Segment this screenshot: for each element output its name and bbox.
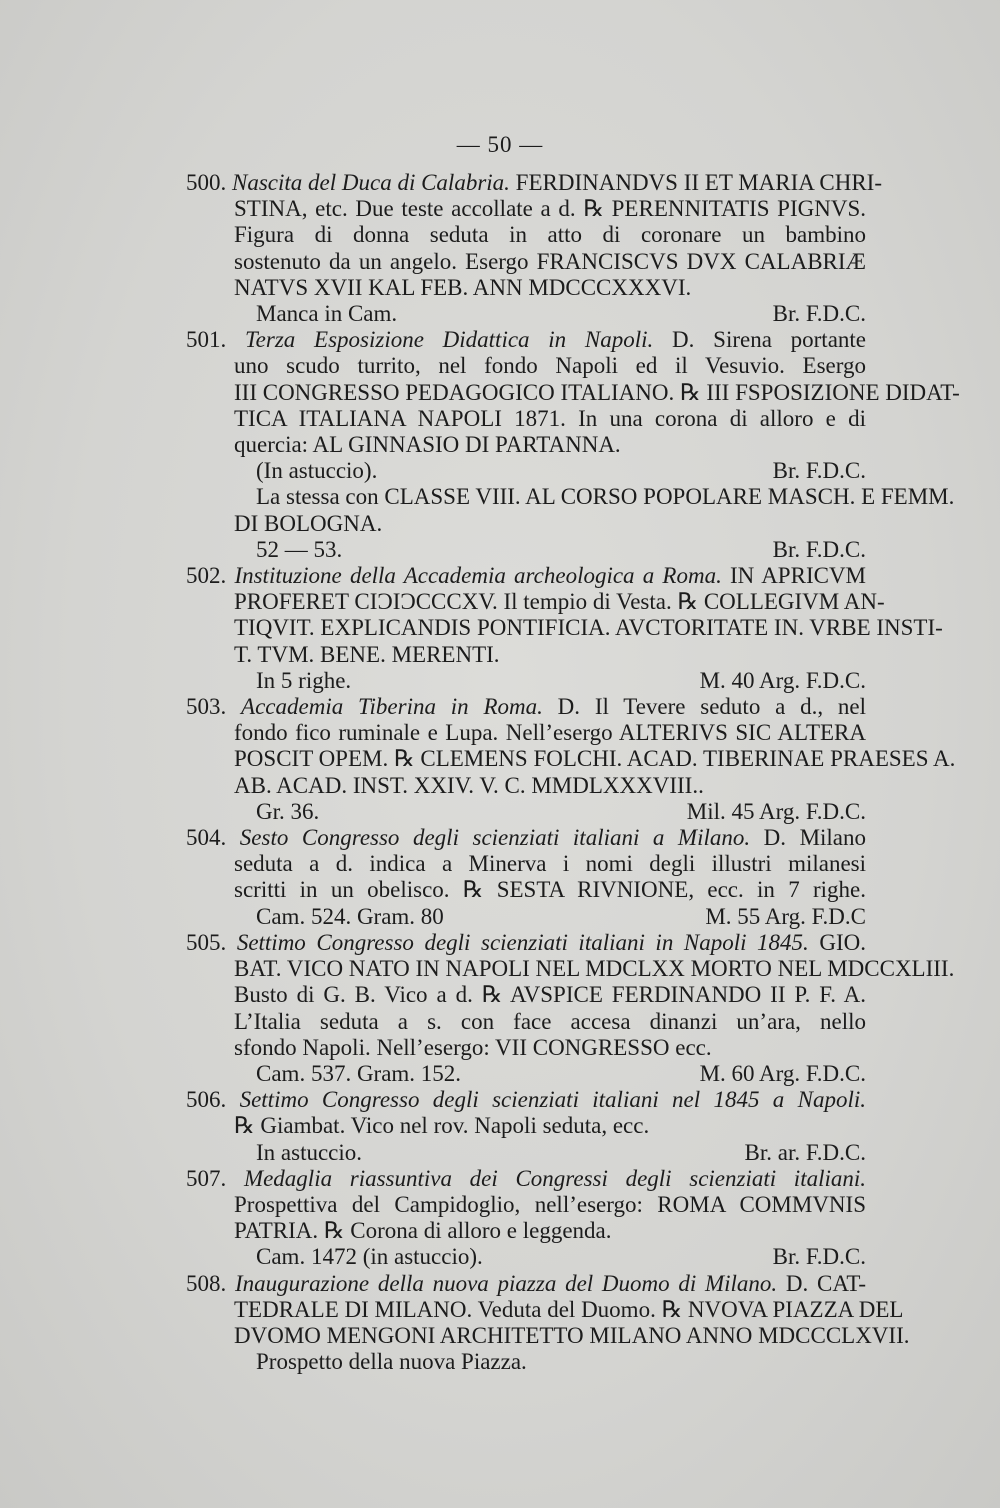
entry-line xyxy=(186,1166,866,1192)
entry-number: 506. xyxy=(186,1087,227,1113)
entry-line xyxy=(186,1322,910,1349)
entry-reference: Manca in Cam. xyxy=(256,301,398,327)
entry-text: D. Sirena portante xyxy=(672,327,867,353)
entry-number: 500. xyxy=(186,170,227,195)
entry-text: seduta a d. indica a Minerva i nomi degli illustri milanesi xyxy=(234,851,866,877)
entry-line xyxy=(186,432,866,458)
page-number: — 50 — xyxy=(456,132,544,157)
entry-line xyxy=(186,825,866,851)
entry-text: IN APRICVM xyxy=(730,563,866,589)
entry-text: D. Il Tevere seduto a d., nel xyxy=(557,694,867,720)
entry-line xyxy=(186,1140,866,1166)
entry-line xyxy=(186,956,955,982)
entry-line xyxy=(186,720,866,746)
entry-text: sostenuto da un angelo. Esergo FRANCISCVS DVX CALABRIÆ xyxy=(234,248,866,274)
entry-line xyxy=(186,904,866,930)
entry-title: Accademia Tiberina in Roma. xyxy=(241,694,543,720)
entry-text: scritti in un obelisco. ℞ SESTA RIVNIONE, ecc. in 7 righe. xyxy=(234,877,866,903)
entry-text: D. Milano xyxy=(763,825,867,851)
entry-title: Nascita del Duca di Calabria. xyxy=(232,170,510,195)
entry-heading xyxy=(186,1087,866,1113)
entry-number: 503. xyxy=(186,694,227,720)
entry-line xyxy=(186,1244,866,1270)
entry-text: T. TVM. BENE. MERENTI. xyxy=(234,641,500,667)
entry-reference: Cam. 524. Gram. 80 xyxy=(256,903,444,929)
entry-line xyxy=(186,275,866,301)
entry-line xyxy=(186,589,885,615)
catalog-entries xyxy=(186,170,960,1375)
entry-reference: Cam. 537. Gram. 152. xyxy=(256,1060,462,1086)
entry-text: AB. ACAD. INST. XXIV. V. C. MMDLXXXVIII.. xyxy=(234,772,704,798)
entry-line xyxy=(186,746,956,772)
entry-text: TICA ITALIANA NAPOLI 1871. In una corona di alloro e di xyxy=(234,405,866,431)
entry-line xyxy=(186,537,866,563)
entry-line xyxy=(186,1009,866,1035)
entry-reference: (In astuccio). xyxy=(256,458,378,484)
entry-heading xyxy=(186,563,866,589)
entry-line xyxy=(186,379,960,406)
entry-line xyxy=(186,353,866,379)
entry-text: FERDINANDVS II ET MARIA CHRI- xyxy=(515,170,882,195)
entry-line xyxy=(186,799,866,825)
entry-line xyxy=(186,563,866,589)
entry-text: BAT. VICO NATO IN NAPOLI NEL MDCLXX MORTO NEL MDCCXLIII. xyxy=(234,956,955,982)
entry-title: Settimo Congresso degli scienziati italiani in Napoli 1845. xyxy=(236,929,809,955)
entry-line xyxy=(186,1349,866,1375)
entry-text: NATVS XVII KAL FEB. ANN MDCCCXXXVI. xyxy=(234,274,692,300)
entry-grade: Br. F.D.C. xyxy=(772,458,866,484)
entry-line xyxy=(186,484,955,510)
entry-title: Inaugurazione della nuova piazza del Duomo di Milano. xyxy=(234,1270,778,1296)
entry-text: Prospettiva del Campidoglio, nell’esergo: ROMA COMMVNIS xyxy=(234,1191,866,1217)
entry-number: 502. xyxy=(186,563,227,589)
entry-heading xyxy=(186,170,882,196)
entry-line xyxy=(186,1192,866,1218)
entry-502 xyxy=(186,563,943,694)
entry-title: Terza Esposizione Didattica in Napoli. xyxy=(245,327,654,353)
entry-line xyxy=(186,327,866,353)
entry-text: DVOMO MENGONI ARCHITETTO MILANO ANNO MDCCCLXVII. xyxy=(234,1322,910,1348)
entry-text: quercia: AL GINNASIO DI PARTANNA. xyxy=(234,432,621,458)
entry-line xyxy=(186,196,866,222)
entry-text: Prospetto della nuova Piazza. xyxy=(256,1349,527,1375)
entry-grade: M. 40 Arg. F.D.C. xyxy=(699,667,866,693)
entry-reference: In 5 righe. xyxy=(256,667,352,693)
entry-line xyxy=(186,249,866,275)
entry-text: POSCIT OPEM. ℞ CLEMENS FOLCHI. ACAD. TIBERINAE PRAESES A. xyxy=(234,746,956,772)
entry-line xyxy=(186,877,866,903)
entry-text: PROFERET CIƆIƆCCCXV. Il tempio di Vesta. ℞ COLLEGIVM AN- xyxy=(234,589,885,615)
entry-number: 501. xyxy=(186,327,227,353)
entry-line xyxy=(186,1271,866,1297)
entry-508 xyxy=(186,1270,910,1376)
entry-503 xyxy=(186,694,956,825)
entry-text: PATRIA. ℞ Corona di alloro e leggenda. xyxy=(234,1218,612,1244)
entry-grade: M. 60 Arg. F.D.C. xyxy=(699,1060,866,1086)
entry-line xyxy=(186,615,943,641)
entry-heading xyxy=(186,1271,866,1297)
entry-line xyxy=(186,1218,866,1244)
entry-text: uno scudo turrito, nel fondo Napoli ed il Vesuvio. Esergo xyxy=(234,353,866,379)
entry-line xyxy=(186,694,866,720)
entry-line xyxy=(186,668,866,694)
entry-text: Figura di donna seduta in atto di coronare un bambino xyxy=(234,222,866,248)
entry-500 xyxy=(186,170,882,327)
entry-506 xyxy=(186,1087,866,1166)
entry-line xyxy=(186,406,866,432)
entry-text: TEDRALE DI MILANO. Veduta del Duomo. ℞ NVOVA PIAZZA DEL xyxy=(234,1296,904,1322)
entry-line xyxy=(186,222,866,248)
entry-line xyxy=(186,773,866,799)
entry-line xyxy=(186,982,866,1008)
entry-507 xyxy=(186,1166,866,1271)
entry-text: L’Italia seduta a s. con face accesa dinanzi un’ara, nello xyxy=(234,1008,866,1034)
entry-title: Medaglia riassuntiva dei Congressi degli scienziati italiani. xyxy=(243,1165,867,1191)
entry-line xyxy=(186,1087,866,1113)
entry-grade: Br. F.D.C. xyxy=(772,536,866,562)
entry-text: D. CAT- xyxy=(785,1270,866,1296)
entry-reference: In astuccio. xyxy=(256,1139,363,1165)
entry-501 xyxy=(186,327,960,563)
entry-grade: Br. F.D.C. xyxy=(772,1244,866,1270)
entry-505 xyxy=(186,929,955,1087)
entry-reference: Gr. 36. xyxy=(256,798,320,824)
entry-line xyxy=(186,301,866,327)
entry-grade: Br. ar. F.D.C. xyxy=(744,1139,866,1165)
entry-line xyxy=(186,511,866,537)
entry-line xyxy=(186,851,866,877)
entry-line xyxy=(186,1035,866,1061)
entry-line xyxy=(186,1061,866,1087)
entry-reference: 52 — 53. xyxy=(256,536,343,562)
entry-line xyxy=(186,1113,866,1139)
entry-number: 504. xyxy=(186,825,227,851)
entry-line xyxy=(186,930,866,956)
entry-text: TIQVIT. EXPLICANDIS PONTIFICIA. AVCTORITATE IN. VRBE INSTI- xyxy=(234,615,943,641)
entry-heading xyxy=(186,1166,866,1192)
entry-text: STINA, etc. Due teste accollate a d. ℞ PERENNITATIS PIGNVS. xyxy=(234,196,866,222)
entry-text: GIO. xyxy=(819,929,867,955)
entry-text: DI BOLOGNA. xyxy=(234,510,383,536)
entry-title: Instituzione della Accademia archeologica a Roma. xyxy=(234,563,722,589)
entry-grade: Br. F.D.C. xyxy=(772,301,866,327)
entry-line xyxy=(186,642,866,668)
entry-number: 508. xyxy=(186,1270,227,1296)
entry-text: ℞ Giambat. Vico nel rov. Napoli seduta, ecc. xyxy=(234,1113,650,1139)
entry-text: sfondo Napoli. Nell’esergo: VII CONGRESSO ecc. xyxy=(234,1034,712,1060)
entry-line xyxy=(186,170,882,196)
entry-504 xyxy=(186,825,866,930)
entry-reference: Cam. 1472 (in astuccio). xyxy=(256,1244,483,1270)
entry-grade: Mil. 45 Arg. F.D.C. xyxy=(686,798,866,824)
entry-heading xyxy=(186,930,866,956)
entry-line xyxy=(186,458,866,484)
entry-number: 505. xyxy=(186,929,227,955)
entry-text: III CONGRESSO PEDAGOGICO ITALIANO. ℞ III FSPOSIZIONE DIDAT- xyxy=(234,379,960,405)
entry-number: 507. xyxy=(186,1165,227,1191)
entry-heading xyxy=(186,694,866,720)
entry-heading xyxy=(186,825,866,851)
entry-heading xyxy=(186,327,866,353)
entry-title: Sesto Congresso degli scienziati italiani a Milano. xyxy=(239,825,751,851)
entry-text: fondo fico ruminale e Lupa. Nell’esergo ALTERIVS SIC ALTERA xyxy=(234,720,866,746)
entry-grade: M. 55 Arg. F.D.C xyxy=(705,903,866,929)
entry-text: Busto di G. B. Vico a d. ℞ AVSPICE FERDINANDO II P. F. A. xyxy=(234,982,866,1008)
entry-text: La stessa con CLASSE VIII. AL CORSO POPOLARE MASCH. E FEMM. xyxy=(256,484,955,510)
entry-title: Settimo Congresso degli scienziati italiani nel 1845 a Napoli. xyxy=(239,1087,867,1113)
entry-line xyxy=(186,1296,904,1323)
